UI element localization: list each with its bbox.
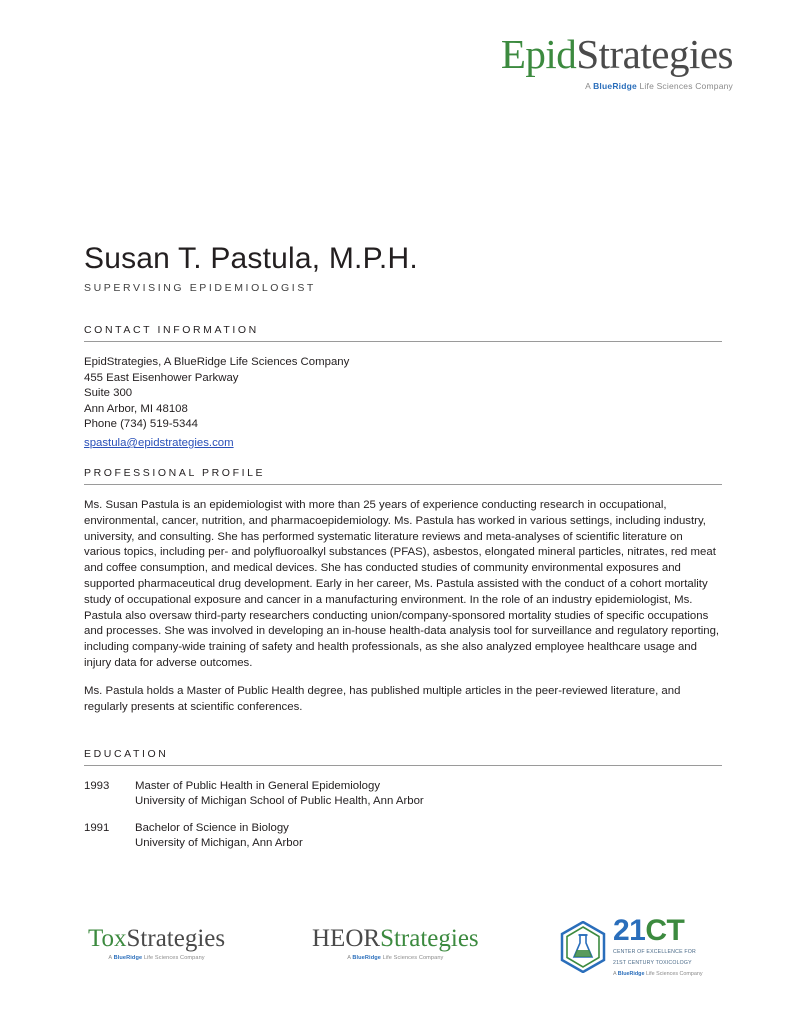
toxstrategies-tagline-brand: BlueRidge — [113, 955, 143, 961]
contact-section-heading: CONTACT INFORMATION — [84, 324, 722, 342]
education-entry-detail — [135, 779, 424, 810]
toxstrategies-wordmark-strategies: Strategies — [126, 925, 226, 952]
logo-wordmark-epid: Epid — [500, 31, 577, 77]
toxstrategies-tagline — [88, 956, 225, 962]
education-entry-institution: University of Michigan School of Public Health, Ann Arbor — [135, 795, 424, 808]
21ct-subtitle-line2: 21ST CENTURY TOXICOLOGY — [613, 959, 692, 966]
heorstrategies-tagline-brand: BlueRidge — [352, 955, 381, 961]
21ct-tagline-brand: BlueRidge — [617, 971, 645, 978]
heorstrategies-logo — [312, 926, 479, 962]
footer-logo-bar — [0, 914, 791, 986]
21ct-wordmark-ct: CT — [645, 914, 685, 947]
21ct-text-block — [613, 916, 703, 977]
toxstrategies-wordmark — [88, 926, 225, 951]
toxstrategies-logo — [88, 926, 225, 962]
heorstrategies-wordmark-heor: HEOR — [312, 925, 381, 952]
education-section-heading: EDUCATION — [84, 748, 722, 766]
heorstrategies-wordmark-strategies: Strategies — [380, 925, 479, 952]
21ct-tagline-suffix: Life Sciences Company — [644, 971, 703, 978]
21ct-logo-inner — [560, 916, 703, 977]
toxstrategies-wordmark-tox: Tox — [88, 925, 127, 952]
contact-line-company: EpidStrategies, A BlueRidge Life Sciences Company — [84, 356, 350, 368]
hexagon-flask-icon — [560, 921, 606, 973]
21ct-logo — [560, 916, 703, 977]
logo-tagline-suffix: Life Sciences Company — [636, 81, 733, 91]
logo-tagline-brand: BlueRidge — [593, 81, 637, 91]
profile-paragraph-2: Ms. Pastula holds a Master of Public Health degree, has published multiple articles in the peer-reviewed literature, and regularly presents at scientific conferences. — [84, 684, 681, 713]
contact-line-phone: Phone (734) 519-5344 — [84, 418, 198, 431]
education-entry-degree: Master of Public Health in General Epidemiology — [135, 780, 381, 792]
professional-profile-section — [84, 467, 722, 715]
heorstrategies-wordmark — [312, 926, 479, 951]
contact-line-suite: Suite 300 — [84, 387, 133, 400]
education-entry-institution: University of Michigan, Ann Arbor — [135, 837, 303, 850]
education-entry-detail — [135, 821, 303, 852]
heorstrategies-tagline-prefix: A — [347, 955, 353, 961]
education-entry — [84, 821, 722, 852]
contact-line-city: Ann Arbor, MI 48108 — [84, 402, 188, 415]
profile-paragraph-1: Ms. Susan Pastula is an epidemiologist with more than 25 years of experience conducting research in occupational, environmental, cancer, nutrition, and pharmacoepidemiology. Ms. Pastula has worked in various settings, including industry, university, and consulting. She has performed systematic literature reviews and meta-analyses of scientific literature on various topics, including per- and polyfluoroalkyl substances (PFAS), asbestos, elongated mineral particles, nitrates, red meat and coffee consumption, and medical devices. She has conducted studies of community environmental exposures and supported pharmaceutical drug development. Early in her career, Ms. Pastula assisted with the conduct of a cohort mortality study of occupational exposure and cancer in a manufacturing environment. In the role of an industry epidemiologist, Ms. Pastula also oversaw third-party researchers conducting union/company-sponsored mortality studies of specific occupations and processes. She was involved in developing an in-house health-data analysis tool for surveillance and regulatory reporting, including company-wide training of safety and health professionals, as she also analyzed employee healthcare usage and injury data for adverse outcomes. — [84, 499, 720, 669]
toxstrategies-tagline-suffix: Life Sciences Company — [142, 955, 205, 961]
education-entry — [84, 779, 722, 810]
profile-section-heading: PROFESSIONAL PROFILE — [84, 467, 722, 485]
heorstrategies-tagline-suffix: Life Sciences Company — [380, 955, 444, 961]
education-entry-degree: Bachelor of Science in Biology — [135, 821, 289, 834]
21ct-wordmark-21: 21 — [613, 914, 646, 947]
education-entry-year: 1991 — [84, 821, 110, 834]
heorstrategies-tagline — [312, 956, 479, 962]
toxstrategies-tagline-prefix: A — [108, 955, 114, 961]
21ct-subtitle-line1: CENTER OF EXCELLENCE FOR — [613, 949, 696, 955]
contact-information-section — [84, 324, 722, 452]
21ct-wordmark — [613, 916, 703, 946]
page-title: Susan T. Pastula, M.P.H. — [84, 242, 418, 275]
epidstrategies-logo — [500, 31, 733, 91]
contact-email-link[interactable]: spastula@epidstrategies.com — [84, 436, 234, 449]
logo-tagline-prefix: A — [585, 81, 594, 91]
contact-line-street: 455 East Eisenhower Parkway — [84, 371, 239, 384]
education-entry-year: 1993 — [84, 780, 110, 792]
21ct-tagline — [613, 972, 703, 977]
name-block — [84, 242, 724, 294]
logo-tagline — [501, 82, 733, 91]
21ct-tagline-prefix: A — [613, 971, 618, 978]
logo-wordmark — [500, 31, 733, 77]
person-job-title: SUPERVISING EPIDEMIOLOGIST — [84, 282, 316, 294]
education-section — [84, 748, 722, 863]
logo-wordmark-strategies: Strategies — [576, 31, 733, 77]
